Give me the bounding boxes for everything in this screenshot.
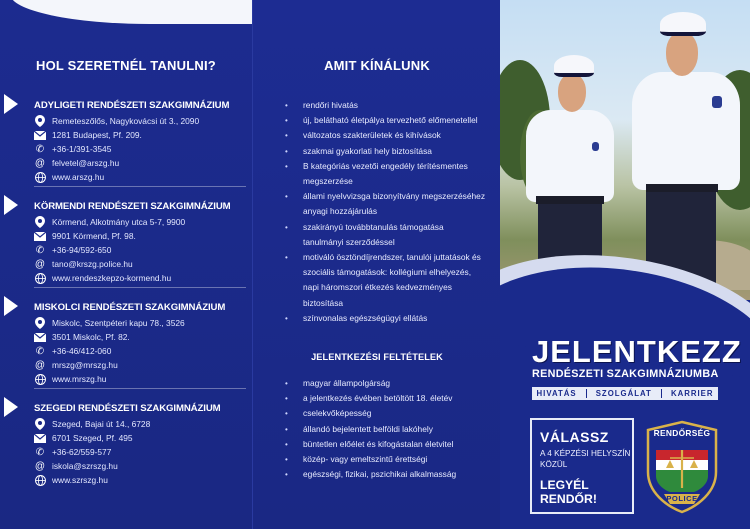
list-item: • állami nyelvvizsga bizonyítvány megszerzéséhez anyagi hozzájárulás xyxy=(285,189,485,219)
location-pin-icon xyxy=(34,317,46,329)
middle-panel xyxy=(252,0,500,529)
choose-box xyxy=(530,418,634,514)
school-post: 3501 Miskolc, Pf. 82. xyxy=(52,332,130,342)
globe-icon xyxy=(34,474,46,486)
school-web[interactable]: www.rendeszkepzo-kormend.hu xyxy=(52,273,172,283)
school-phone[interactable]: +36-1/391-3545 xyxy=(52,144,112,154)
tagline-bar xyxy=(532,387,718,400)
officers-photo xyxy=(500,0,750,300)
offers-list xyxy=(285,98,485,326)
choose-text: A 4 KÉPZÉSI HELYSZÍN KÖZÜL xyxy=(540,449,631,469)
choose-title: VÁLASSZ xyxy=(540,429,609,445)
school-name: KÖRMENDI RENDÉSZETI SZAKGIMNÁZIUM xyxy=(34,201,231,212)
at-sign-icon: @ xyxy=(34,258,46,270)
location-pin-icon xyxy=(34,216,46,228)
right-panel xyxy=(500,0,750,529)
list-item: • közép- vagy emeltszintű érettségi xyxy=(285,452,485,467)
school-email[interactable]: tano@krszg.police.hu xyxy=(52,259,133,269)
envelope-icon xyxy=(34,230,46,242)
headline: JELENTKEZZ xyxy=(532,334,742,369)
at-sign-icon: @ xyxy=(34,157,46,169)
divider xyxy=(34,388,246,389)
phone-icon: ✆ xyxy=(35,244,45,256)
school-phone[interactable]: +36-46/412-060 xyxy=(52,346,112,356)
envelope-icon xyxy=(34,129,46,141)
arrow-icon xyxy=(4,94,18,114)
requirements-title: JELENTKEZÉSI FELTÉTELEK xyxy=(311,352,443,362)
list-item: • rendőri hivatás xyxy=(285,98,485,113)
arrow-icon xyxy=(4,195,18,215)
phone-icon: ✆ xyxy=(35,446,45,458)
school-post: 1281 Budapest, Pf. 209. xyxy=(52,130,142,140)
phone-icon: ✆ xyxy=(35,345,45,357)
globe-icon xyxy=(34,373,46,385)
list-item: • szakirányú továbbtanulás támogatása tanulmányi szerződéssel xyxy=(285,220,485,250)
school-phone[interactable]: +36-94/592-650 xyxy=(52,245,112,255)
left-panel-title: HOL SZERETNÉL TANULNI? xyxy=(36,58,216,73)
school-address: Szeged, Bajai út 14., 6728 xyxy=(52,419,151,429)
list-item: • állandó bejelentett belföldi lakóhely xyxy=(285,422,485,437)
list-item: • szakmai gyakorlati hely biztosítása xyxy=(285,144,485,159)
top-swoosh xyxy=(10,0,252,24)
envelope-icon xyxy=(34,432,46,444)
school-web[interactable]: www.mrszg.hu xyxy=(52,374,107,384)
school-name: SZEGEDI RENDÉSZETI SZAKGIMNÁZIUM xyxy=(34,403,221,414)
arrow-icon xyxy=(4,397,18,417)
school-phone[interactable]: +36-62/559-577 xyxy=(52,447,112,457)
divider xyxy=(661,389,662,398)
list-item: • új, belátható életpálya tervezhető előmenetellel xyxy=(285,113,485,128)
left-panel xyxy=(0,0,252,529)
school-web[interactable]: www.szrszg.hu xyxy=(52,475,108,485)
list-item: • a jelentkezés évében betöltött 18. életév xyxy=(285,391,485,406)
tagline-item: KARRIER xyxy=(670,389,714,398)
police-emblem xyxy=(644,420,720,514)
call-to-action: LEGYÉL RENDŐR! xyxy=(540,478,597,506)
list-item: • motiváló ösztöndíjrendszer, tanulói juttatások és szociális támogatások: kollégiumi elhelyezés, napi háromszori étkezés kedvezményes biztosítása xyxy=(285,250,485,311)
location-pin-icon xyxy=(34,418,46,430)
divider xyxy=(34,287,246,288)
emblem-bottom-text: POLICE xyxy=(666,494,698,503)
list-item: • büntetlen előélet és kifogástalan életvitel xyxy=(285,437,485,452)
school-address: Körmend, Alkotmány utca 5-7, 9900 xyxy=(52,217,186,227)
school-address: Miskolc, Szentpéteri kapu 78., 3526 xyxy=(52,318,185,328)
list-item: • B kategóriás vezetői engedély térítésmentes megszerzése xyxy=(285,159,485,189)
requirements-list xyxy=(285,376,485,482)
tagline-item: HIVATÁS xyxy=(536,389,577,398)
divider xyxy=(34,186,246,187)
subheadline: RENDÉSZETI SZAKGIMNÁZIUMBA xyxy=(532,368,719,380)
school-web[interactable]: www.arszg.hu xyxy=(52,172,105,182)
school-post: 9901 Körmend, Pf. 98. xyxy=(52,231,136,241)
school-email[interactable]: mrszg@mrszg.hu xyxy=(52,360,118,370)
location-pin-icon xyxy=(34,115,46,127)
school-name: ADYLIGETI RENDÉSZETI SZAKGIMNÁZIUM xyxy=(34,100,230,111)
school-email[interactable]: iskola@szrszg.hu xyxy=(52,461,118,471)
list-item: • színvonalas egészségügyi ellátás xyxy=(285,311,485,326)
school-address: Remeteszőlős, Nagykovácsi út 3., 2090 xyxy=(52,116,200,126)
emblem-top-text: RENDŐRSÉG xyxy=(653,428,711,438)
offers-title: AMIT KÍNÁLUNK xyxy=(324,58,430,73)
list-item: • egészségi, fizikai, pszichikai alkalmasság xyxy=(285,467,485,482)
tagline-item: SZOLGÁLAT xyxy=(595,389,652,398)
school-name: MISKOLCI RENDÉSZETI SZAKGIMNÁZIUM xyxy=(34,302,226,313)
globe-icon xyxy=(34,171,46,183)
list-item: • változatos szakterületek és kihívások xyxy=(285,128,485,143)
at-sign-icon: @ xyxy=(34,359,46,371)
at-sign-icon: @ xyxy=(34,460,46,472)
globe-icon xyxy=(34,272,46,284)
divider xyxy=(586,389,587,398)
arrow-icon xyxy=(4,296,18,316)
school-post: 6701 Szeged, Pf. 495 xyxy=(52,433,133,443)
list-item: • magyar állampolgárság xyxy=(285,376,485,391)
envelope-icon xyxy=(34,331,46,343)
phone-icon: ✆ xyxy=(35,143,45,155)
school-email[interactable]: felvetel@arszg.hu xyxy=(52,158,120,168)
list-item: • cselekvőképesség xyxy=(285,406,485,421)
